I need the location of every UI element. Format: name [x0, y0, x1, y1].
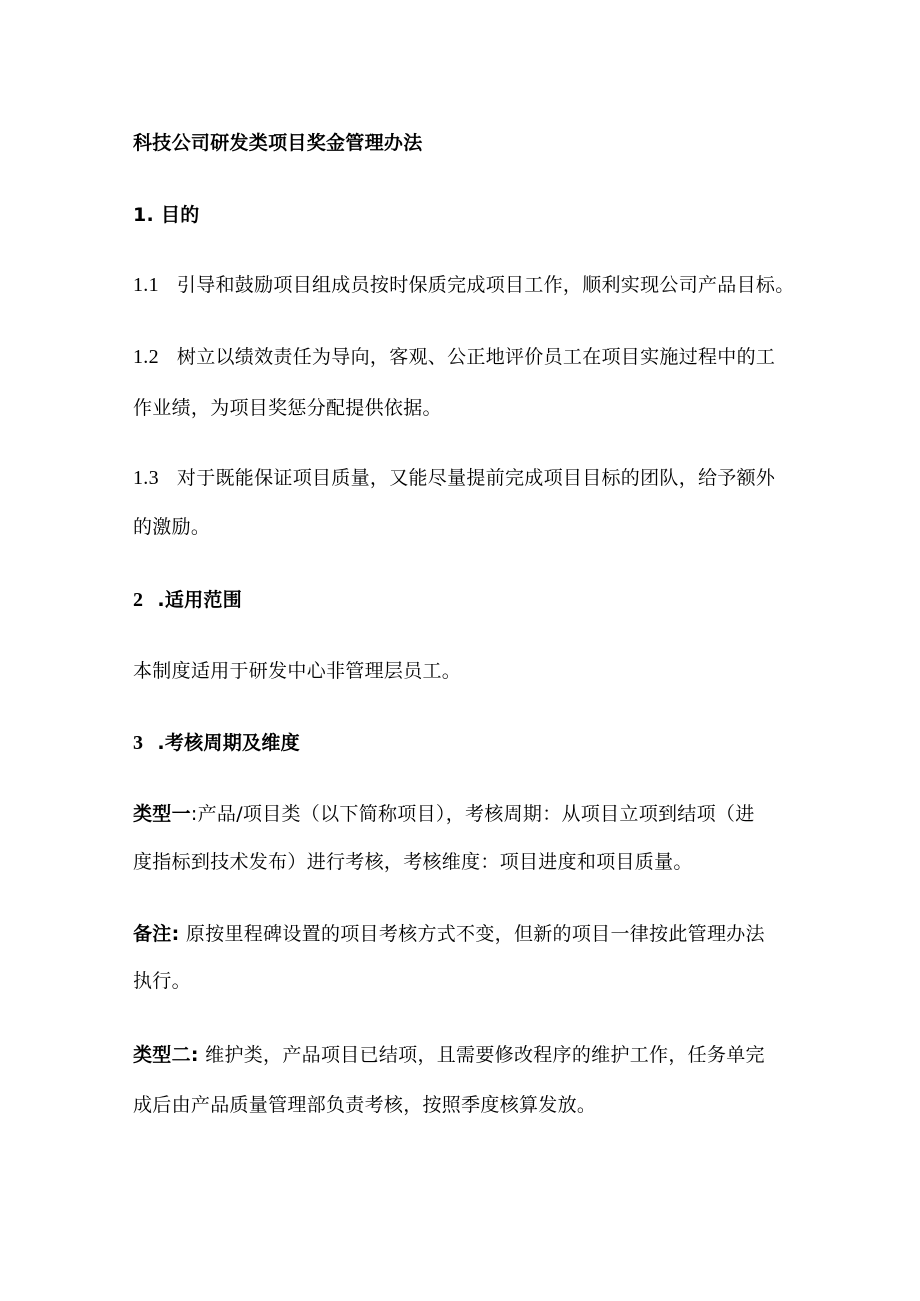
item-1-1-text: 引导和鼓励项目组成员按时保质完成项目工作，顺利实现公司产品目标。 [176, 274, 795, 296]
item-1-3-number: 1.3 [133, 467, 159, 489]
item-1-2-line-2: 作业绩，为项目奖惩分配提供依据。 [133, 397, 442, 419]
item-1-1 [133, 273, 795, 297]
item-1-3-text: 对于既能保证项目质量，又能尽量提前完成项目目标的团队，给予额外 [176, 467, 776, 489]
item-1-2-line-1 [133, 345, 775, 369]
section-2-heading [133, 588, 242, 612]
type2-label: 类型二: [133, 1044, 199, 1066]
type2-line-2: 成后由产品质量管理部负责考核，按照季度核算发放。 [133, 1094, 597, 1116]
note-text: 原按里程碑设置的项目考核方式不变，但新的项目一律按此管理办法 [179, 923, 765, 945]
section-1-heading: 1. 目的 [133, 204, 200, 226]
item-1-3-line-1 [133, 466, 775, 490]
note-line-2: 执行。 [133, 970, 191, 992]
section-3-number: 3 [133, 732, 144, 754]
note-label: 备注: [133, 923, 180, 945]
document-title: 科技公司研发类项目奖金管理办法 [133, 132, 423, 154]
type1-label: 类型一 [133, 803, 191, 825]
item-1-1-number: 1.1 [133, 274, 159, 296]
section-3-title: .考核周期及维度 [157, 732, 300, 754]
section-2-title: .适用范围 [157, 589, 243, 611]
type1-line-1 [133, 802, 755, 826]
type2-line-1 [133, 1043, 765, 1067]
item-1-3-line-2: 的激励。 [133, 516, 211, 538]
type1-text: :产品/项目类（以下简称项目），考核周期：从项目立项到结项（进 [190, 803, 755, 825]
section-3-heading [133, 731, 300, 755]
type2-text: 维护类，产品项目已结项，且需要修改程序的维护工作，任务单完 [198, 1044, 765, 1066]
section-2-body: 本制度适用于研发中心非管理层员工。 [133, 660, 462, 682]
type1-line-2: 度指标到技术发布）进行考核，考核维度：项目进度和项目质量。 [133, 851, 693, 873]
item-1-2-number: 1.2 [133, 346, 159, 368]
section-2-number: 2 [133, 589, 144, 611]
note-line-1 [133, 922, 765, 946]
item-1-2-text: 树立以绩效责任为导向，客观、公正地评价员工在项目实施过程中的工 [176, 346, 776, 368]
